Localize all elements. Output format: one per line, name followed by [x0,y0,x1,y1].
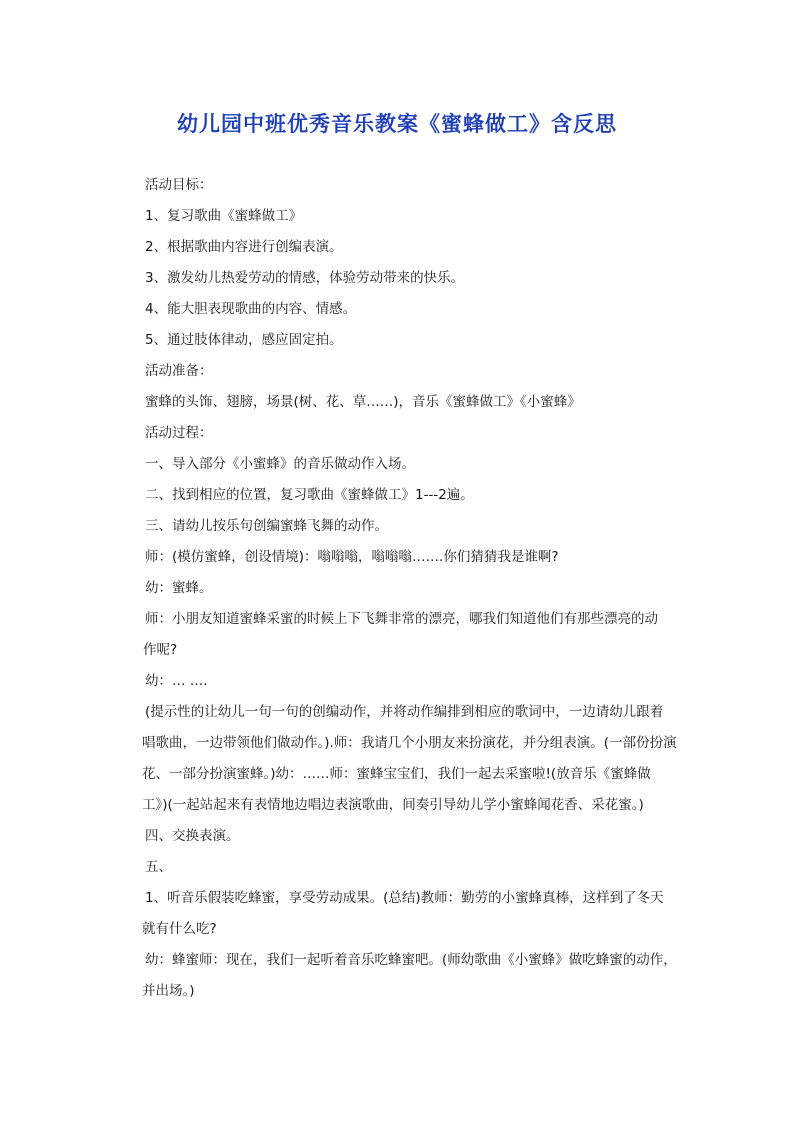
goal-heading: 活动目标： [145,177,213,193]
goal-item-3: 3、激发幼儿热爱劳动的情感，体验劳动带来的快乐。 [145,270,465,286]
teacher-line-2 [145,609,665,661]
step-5-item-1-part-1: 1、听音乐假装吃蜂蜜，享受劳动成果。(总结)教师：勤劳的小蜜蜂真棒，这样到了冬天 [145,890,664,906]
hint-line-2: 唱歌曲，一边带领他们做动作。).师：我请几个小朋友来扮演花，并分组表演。(一部份扮演 [142,735,677,751]
goal-item-4: 4、能大胆表现歌曲的内容、情感。 [145,301,357,317]
hint-line-1: (提示性的让幼儿一句一句的创编动作，并将动作编排到相应的歌词中，一边请幼儿跟着 [145,704,664,720]
document-title: 幼儿园中班优秀音乐教案《蜜蜂做工》含反思 [177,111,617,136]
process-step-5: 五、 [145,859,172,875]
prep-heading: 活动准备： [145,363,213,379]
child-line-2: 幼：… …. [145,673,208,689]
step-5-item-1 [142,888,665,940]
process-step-3: 三、请幼儿按乐句创编蜜蜂飞舞的动作。 [145,518,388,534]
document-body [142,175,677,1012]
goal-item-2: 2、根据歌曲内容进行创编表演。 [145,239,343,255]
teacher-line-2-part-2: 作呢? [143,642,178,658]
teacher-line-2-part-1: 师：小朋友知道蜜蜂采蜜的时候上下飞舞非常的漂亮，哪我们知道他们有那些漂亮的动 [145,611,658,627]
child-line-3-part-1: 幼：蜂蜜师：现在，我们一起听着音乐吃蜂蜜吧。(师幼歌曲《小蜜蜂》做吃蜂蜜的动作， [145,952,677,968]
goal-item-1: 1、复习歌曲《蜜蜂做工》 [145,208,303,224]
child-line-1: 幼：蜜蜂。 [145,580,213,596]
goal-item-5: 5、通过肢体律动，感应固定拍。 [145,332,343,348]
child-line-3 [142,950,677,1002]
child-line-3-part-2: 并出场。) [142,983,195,999]
process-step-4: 四、交换表演。 [145,828,240,844]
step-5-item-1-part-2: 就有什么吃? [142,921,217,937]
hint-line-4: 工》)(一起站起来有表情地边唱边表演歌曲，间奏引导幼儿学小蜜蜂闻花香、采花蜜。) [142,797,644,813]
teacher-line-1: 师：(模仿蜜蜂，创设情境)：嗡嗡嗡，嗡嗡嗡…….你们猜猜我是谁啊? [145,549,559,565]
process-step-2: 二、找到相应的位置，复习歌曲《蜜蜂做工》1---2遍。 [145,487,474,503]
prep-item: 蜜蜂的头饰、翅膀，场景(树、花、草……)，音乐《蜜蜂做工》《小蜜蜂》 [145,394,581,410]
process-heading: 活动过程： [145,425,213,441]
process-step-1: 一、导入部分《小蜜蜂》的音乐做动作入场。 [145,456,415,472]
hint-paragraph [142,702,677,816]
hint-line-3: 花、一部分扮演蜜蜂。)幼：……师：蜜蜂宝宝们，我们一起去采蜜啦!(放音乐《蜜蜂做 [142,766,651,782]
